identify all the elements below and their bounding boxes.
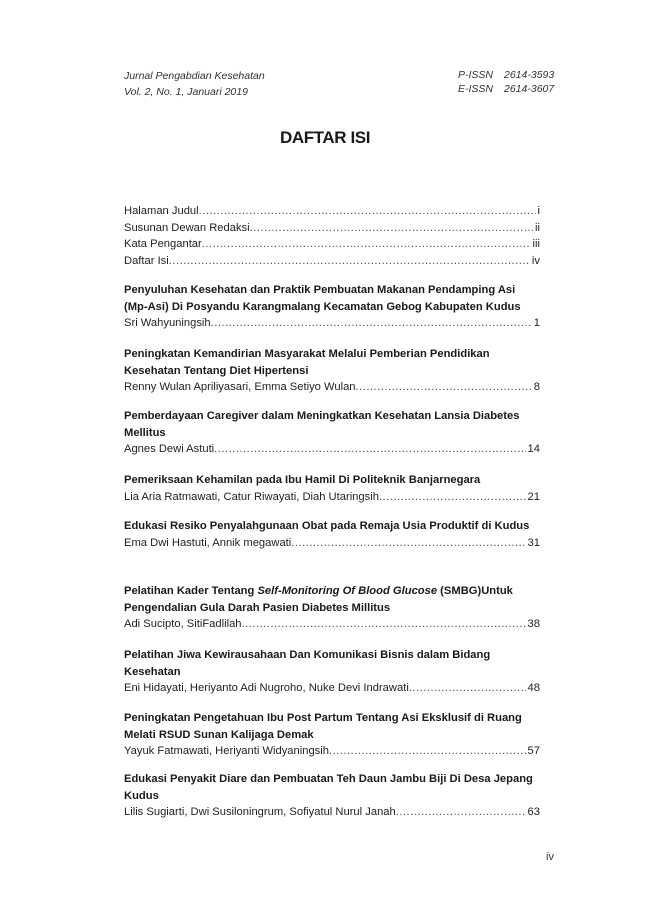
page-title: DAFTAR ISI (279, 128, 371, 147)
front-matter-list (124, 203, 540, 269)
toc-front-item[interactable]: Susunan Dewan Redaksi ..... ii (124, 220, 540, 237)
journal-header (124, 68, 265, 100)
article-authors: Renny Wulan Apriliyasari, Emma Setiyo Wulan (124, 381, 356, 393)
toc-front-item[interactable]: Halaman Judul ..... i (124, 203, 540, 220)
article-title: Peningkatan Pengetahuan Ibu Post Partum Tentang Asi Eksklusif di Ruang Melati RSUD Sunan Kalijaga Demak (124, 712, 522, 741)
article-page: 48 (527, 682, 540, 694)
article-page: 1 (533, 317, 540, 329)
article-authors: Yayuk Fatmawati, Heriyanti Widyaningsih (124, 745, 329, 757)
journal-name: Jurnal Pengabdian Kesehatan (124, 70, 265, 82)
article-title: Edukasi Penyakit Diare dan Pembuatan Teh Daun Jambu Biji Di Desa Jepang Kudus (124, 773, 533, 802)
article-authors: Lilis Sugiarti, Dwi Susiloningrum, Sofiyatul Nurul Janah (124, 806, 396, 818)
toc-article-entry[interactable] (124, 771, 540, 821)
article-authors: Ema Dwi Hastuti, Annik megawati (124, 536, 292, 549)
article-authors: Lia Aria Ratmawati, Catur Riwayati, Diah Utaringsih (124, 490, 379, 503)
article-title: Penyuluhan Kesehatan dan Praktik Pembuatan Makanan Pendamping Asi (Mp-Asi) Di Posyandu Karangmalang Kecamatan Gebog Kabupaten Kudus (124, 284, 521, 313)
eissn-label: E-ISSN (458, 83, 494, 95)
pissn-value: 2614-3593 (504, 69, 555, 81)
toc-article-entry[interactable] (124, 472, 540, 505)
toc-article-entry[interactable] (124, 518, 540, 551)
journal-volume: Vol. 2, No. 1, Januari 2019 (124, 86, 248, 98)
toc-article-entry[interactable] (124, 408, 540, 458)
article-page: 31 (527, 536, 540, 549)
article-page: 63 (527, 806, 540, 818)
article-page: 38 (527, 618, 540, 630)
article-page: 21 (527, 490, 540, 503)
page-number: iv (546, 851, 554, 863)
issn-block (458, 68, 554, 96)
article-page: 8 (533, 381, 540, 393)
article-authors: Eni Hidayati, Heriyanto Adi Nugroho, Nuke Devi Indrawati (124, 682, 409, 694)
pissn-label: P-ISSN (458, 69, 494, 81)
article-title: Pemberdayaan Caregiver dalam Meningkatkan Kesehatan Lansia Diabetes Mellitus (124, 410, 520, 439)
toc-article-entry[interactable] (124, 282, 540, 332)
article-title: Pemeriksaan Kehamilan pada Ibu Hamil Di Politeknik Banjarnegara (124, 474, 481, 486)
toc-article-entry[interactable] (124, 346, 540, 396)
toc-front-item[interactable]: Kata Pengantar ..... iii (124, 236, 540, 253)
article-title: Edukasi Resiko Penyalahgunaan Obat pada Remaja Usia Produktif di Kudus (124, 520, 530, 532)
toc-article-entry[interactable] (124, 583, 540, 633)
toc-front-item[interactable]: Daftar Isi ..... iv (124, 253, 540, 270)
toc-article-entry[interactable] (124, 647, 540, 697)
article-title: Pelatihan Kader Tentang Self-Monitoring Of Blood Glucose (SMBG)Untuk Pengendalian Gula Darah Pasien Diabetes Millitus (124, 585, 513, 614)
article-title: Pelatihan Jiwa Kewirausahaan Dan Komunikasi Bisnis dalam Bidang Kesehatan (124, 649, 491, 678)
toc-article-entry[interactable] (124, 710, 540, 760)
article-title-italic: Self-Monitoring Of Blood Glucose (257, 585, 438, 597)
article-page: 14 (527, 443, 540, 455)
article-page: 57 (527, 745, 540, 757)
article-authors: Sri Wahyuningsih (124, 317, 211, 329)
eissn-value: 2614-3607 (504, 83, 555, 95)
article-authors: Agnes Dewi Astuti (124, 443, 215, 455)
article-authors: Adi Sucipto, SitiFadlilah (124, 618, 242, 630)
article-title: Peningkatan Kemandirian Masyarakat Melalui Pemberian Pendidikan Kesehatan Tentang Diet Hipertensi (124, 348, 490, 377)
